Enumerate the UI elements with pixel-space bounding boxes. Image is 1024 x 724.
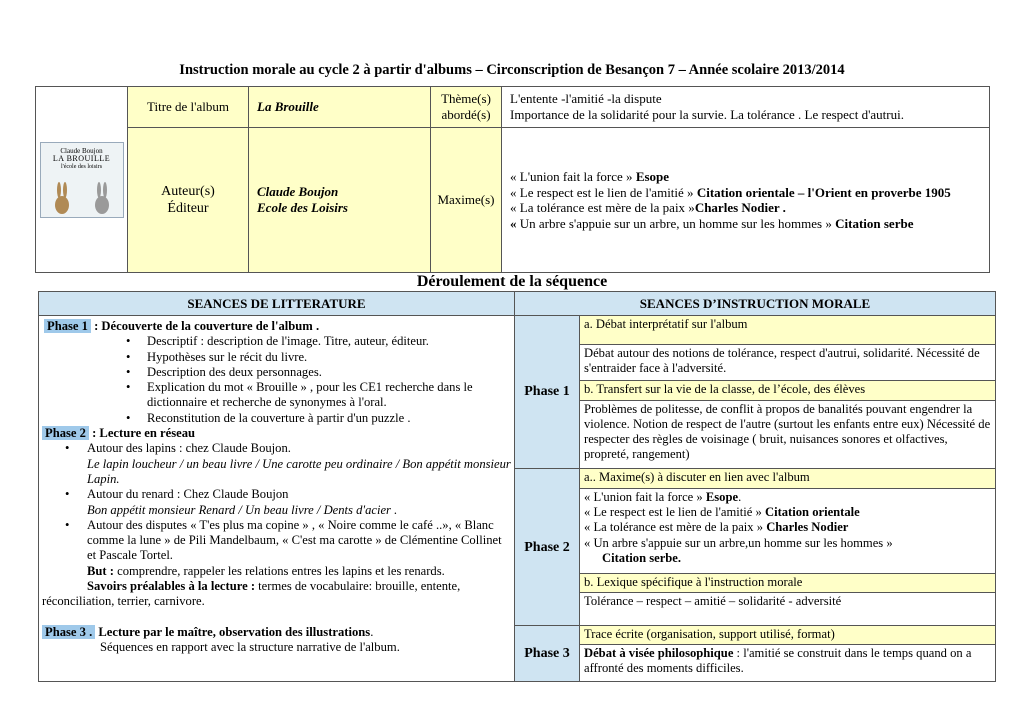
- author-label: Auteur(s) Éditeur: [128, 128, 249, 273]
- list-item: • Autour du renard : Chez Claude Boujon Bon appétit monsieur Renard / Un beau livre / Dents d'acier .: [42, 487, 511, 518]
- morale-p2b-head: b. Lexique spécifique à l'instruction morale: [580, 573, 996, 593]
- rabbits-illustration: [42, 177, 122, 217]
- list-item: • Explication du mot « Brouille » , pour les CE1 recherche dans le dictionnaire et recherche de synonymes à l'oral.: [42, 380, 511, 411]
- sequence-table: [38, 291, 996, 682]
- morale-p1a-head: a. Débat interprétatif sur l'album: [580, 316, 996, 345]
- document-title: Instruction morale au cycle 2 à partir d'albums – Circonscription de Besançon 7 – Année scolaire 2013/2014: [179, 62, 845, 78]
- morale-p3-cell: [580, 626, 996, 682]
- morale-p2b-text: Tolérance – respect – amitié – solidarité - adversité: [580, 593, 996, 626]
- maxime-label: Maxime(s): [431, 128, 502, 273]
- morale-p1b-text: Problèmes de politesse, de conflit à propos de banalités pouvant engendrer la violence. Notion de respect de l'autre (surtout les enfants entre eux) Nécessité de respecter des règles de voisinage ( bruit, nuisances sonores et olfactives, propreté, rangement): [580, 400, 996, 469]
- theme-label: Thème(s) abordé(s): [431, 87, 502, 128]
- morale-p1b-head: b. Transfert sur la vie de la classe, de l’école, des élèves: [580, 380, 996, 400]
- lit-phase-1-tag: Phase 1: [44, 319, 91, 333]
- album-title-value: La Brouille: [249, 87, 431, 128]
- sequence-title: Déroulement de la séquence: [416, 273, 608, 290]
- lit-phase-3-tag: Phase 3 .: [42, 625, 95, 639]
- book-cover-image: Claude Boujon LA BROUILLE l'école des loisirs: [40, 142, 124, 218]
- lit-phase-2-tag: Phase 2: [42, 426, 89, 440]
- list-item: • Reconstitution de la couverture à partir d'un puzzle .: [42, 411, 511, 426]
- morale-p2a-text: « L'union fait la force » Esope. « Le respect est le lien de l'amitié » Citation orientale « La tolérance est mère de la paix » Charles Nodier « Un arbre s'appuie sur un arbre,un homme sur les hommes » Citation serbe.: [580, 488, 996, 573]
- lit-phase-2-list: [42, 441, 511, 563]
- list-item: • Hypothèses sur le récit du livre.: [42, 350, 511, 365]
- morale-p3-text: Débat à visée philosophique : l'amitié se construit dans le temps quand on a affronté des moments difficiles.: [584, 645, 972, 676]
- morale-phase-1-label: Phase 1: [515, 316, 580, 469]
- list-item: • Autour des disputes « T'es plus ma copine » , « Noire comme le café ..», « Blanc comme la lune » de Pili Mandelbaum, « C'est ma carotte » de Clémentine Collinet et Pascale Tortel.: [42, 518, 511, 564]
- morale-phase-2-label: Phase 2: [515, 469, 580, 626]
- lit-phase-1-list: [42, 334, 511, 426]
- album-info-table: [35, 86, 990, 273]
- morale-p2a-head: a.. Maxime(s) à discuter en lien avec l'album: [580, 469, 996, 489]
- list-item: • Autour des lapins : chez Claude Boujon. Le lapin loucheur / un beau livre / Une carotte peu ordinaire / Bon appétit monsieur Lapin.: [42, 441, 511, 487]
- list-item: • Descriptif : description de l'image. Titre, auteur, éditeur.: [42, 334, 511, 349]
- morale-p1a-text: Débat autour des notions de tolérance, respect d'autrui, solidarité. Nécessité de s'entraider face à l'adversité.: [580, 345, 996, 381]
- cover-cell: [36, 87, 128, 273]
- theme-value: L'entente -l'amitié -la dispute Importance de la solidarité pour la survie. La tolérance . Le respect d'autrui.: [502, 87, 990, 128]
- maxime-value: « L'union fait la force » Esope « Le respect est le lien de l'amitié » Citation orientale – l'Orient en proverbe 1905 « La tolérance est mère de la paix »Charles Nodier . « Un arbre s'appuie sur un arbre, un homme sur les hommes » Citation serbe: [502, 128, 990, 273]
- list-item: • Description des deux personnages.: [42, 365, 511, 380]
- author-value: Claude Boujon Ecole des Loisirs: [249, 128, 431, 273]
- literature-header: SEANCES DE LITTERATURE: [39, 292, 515, 316]
- morale-header: SEANCES D’INSTRUCTION MORALE: [515, 292, 996, 316]
- morale-phase-3-label: Phase 3: [515, 626, 580, 682]
- album-title-label: Titre de l'album: [128, 87, 249, 128]
- literature-content: Phase 1 : Découverte de la couverture de l'album . • Descriptif : description de l'image. Titre, auteur, éditeur. • Hypothèses sur le récit du livre. • Description des deux personnages. • Explication du mot « Brouille » , pour les CE1 recherche dans le dictionnaire et recherche de synonymes à l'oral. • Reconstitution de la couverture à partir d'un puzzle . Phase 2 : Lecture en réseau • Autour des lapins : chez Claude Boujon. Le lapin loucheur / un beau livre / Une carotte peu ordinaire / Bon appétit monsieur Lapin. • Autour du renard : Chez Claude Boujon Bon appétit monsieur Renard / Un beau livre / Dents d'acier . • Autour des disputes « T'es plus ma copine » , « Noire comme le café ..», « Blanc comme la lune » de Pili Mandelbaum, « C'est ma carotte » de Clémentine Collinet et Pascale Tortel. But : comprendre, rappeler les relations entres les lapins et les renards. Savoirs préalables à la lecture : termes de vocabulaire: brouille, entente, réconciliation, terrier, carnivore. Phase 3 . Lecture par le maître, observation des illustrations. Séquences en rapport avec la structure narrative de l'album.: [39, 316, 515, 682]
- morale-p3-head: Trace écrite (organisation, support utilisé, format): [580, 626, 995, 644]
